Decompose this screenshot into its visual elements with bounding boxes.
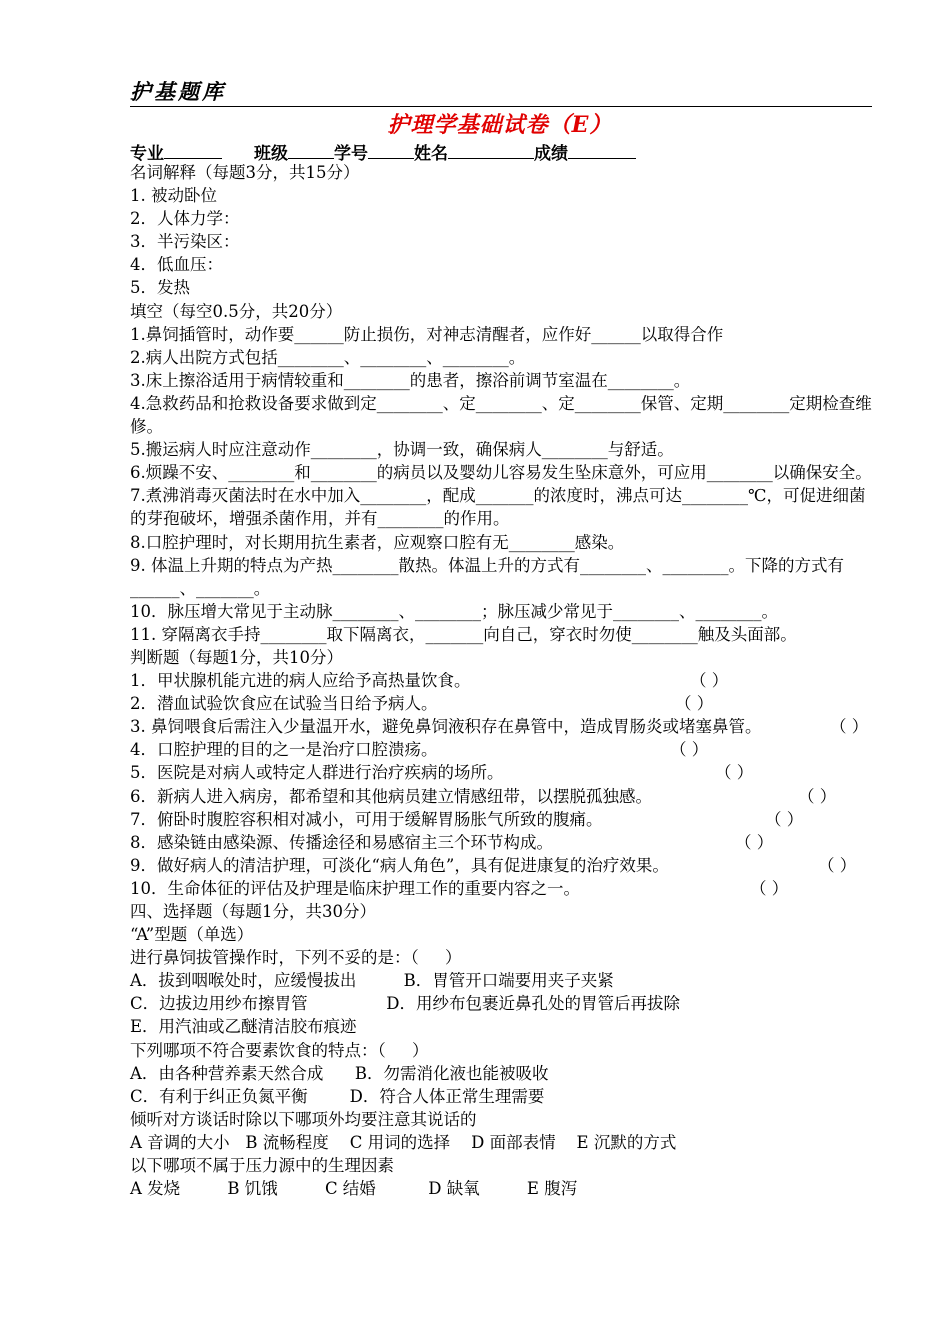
tf-question-text: 6．新病人进入病房，都希望和其他病员建立情感纽带，以摆脱孤独感。 xyxy=(130,786,652,806)
fill-item: 3.床上擦浴适用于病情较重和________的患者，擦浴前调节室温在________。 xyxy=(130,370,691,390)
score-blank[interactable] xyxy=(568,142,636,159)
tf-section-title: 判断题（每题1分，共10分） xyxy=(130,647,343,667)
choice-line: A 发烧 B 饥饿 C 结婚 D 缺氧 E 腹泻 xyxy=(130,1179,578,1199)
tf-answer-parens[interactable]: （ ） xyxy=(765,809,804,829)
tf-item xyxy=(130,808,874,831)
tf-item xyxy=(130,877,874,900)
tf-question-text: 7．俯卧时腹腔容积相对减小，可用于缓解胃肠胀气所致的腹痛。 xyxy=(130,809,603,829)
tf-item xyxy=(130,692,874,715)
term-item: 4．低血压： xyxy=(130,255,223,275)
exam-title: 护理学基础试卷（E） xyxy=(387,112,613,138)
class-label: 班级 xyxy=(254,144,288,164)
choice-line: A．拔到咽喉处时，应缓慢拔出 B．胃管开口端要用夹子夹紧 xyxy=(130,971,614,991)
choice-list xyxy=(130,946,874,1200)
term-item: 1. 被动卧位 xyxy=(130,186,217,206)
choice-line: 进行鼻饲拔管操作时，下列不妥的是：（ ） xyxy=(130,948,462,968)
choice-line: 以下哪项不属于压力源中的生理因素 xyxy=(130,1156,394,1176)
fill-section-title: 填空（每空0.5分，共20分） xyxy=(130,301,343,321)
choice-line: 倾听对方谈话时除以下哪项外均要注意其说话的 xyxy=(130,1109,477,1129)
class-blank[interactable] xyxy=(288,142,334,159)
tf-question-text: 2．潜血试验饮食应在试验当日给予病人。 xyxy=(130,694,438,714)
tf-answer-parens[interactable]: （ ） xyxy=(735,832,774,852)
tf-question-text: 8．感染链由感染源、传播途径和易感宿主三个环节构成。 xyxy=(130,832,553,852)
tf-item xyxy=(130,669,874,692)
exam-content xyxy=(130,161,874,1200)
score-label: 成绩 xyxy=(534,144,568,164)
choice-line: C．有利于纠正负氮平衡 D．符合人体正常生理需要 xyxy=(130,1086,545,1106)
student-no-blank[interactable] xyxy=(368,142,414,159)
term-item: 3．半污染区： xyxy=(130,232,240,252)
tf-item xyxy=(130,761,874,784)
name-blank[interactable] xyxy=(448,142,534,159)
choice-section-title: 四、选择题（每题1分，共30分） xyxy=(130,902,376,921)
major-label: 专业 xyxy=(130,144,164,164)
fill-item: 8.口腔护理时，对长期用抗生素者，应观察口腔有无________感染。 xyxy=(130,532,625,552)
choice-subtitle: “A”型题（单选） xyxy=(130,925,254,945)
terms-section-title: 名词解释（每题3分，共15分） xyxy=(130,163,360,182)
tf-question-text: 5．医院是对病人或特定人群进行治疗疾病的场所。 xyxy=(130,763,504,783)
tf-question-text: 3. 鼻饲喂食后需注入少量温开水，避免鼻饲液积存在鼻管中，造成胃肠炎或堵塞鼻管。 xyxy=(130,717,762,737)
name-label: 姓名 xyxy=(414,144,448,164)
tf-question-text: 9．做好病人的清洁护理，可淡化“病人角色”，具有促进康复的治疗效果。 xyxy=(130,855,669,875)
tf-answer-parens[interactable]: （ ） xyxy=(670,740,709,760)
tf-answer-parens[interactable]: （ ） xyxy=(818,855,857,875)
tf-item xyxy=(130,738,874,761)
tf-item xyxy=(130,854,874,877)
fill-item: 1.鼻饲插管时，动作要______防止损伤，对神志清醒者，应作好______以取得合作 xyxy=(130,324,724,344)
choice-line: A 音调的大小 B 流畅程度 C 用词的选择 D 面部表情 E 沉默的方式 xyxy=(130,1132,677,1152)
major-blank[interactable] xyxy=(164,142,222,159)
fill-item: 2.病人出院方式包括________、________、________。 xyxy=(130,347,526,367)
tf-answer-parens[interactable]: （ ） xyxy=(750,878,789,898)
fill-item: 11. 穿隔离衣手持________取下隔离衣，_______向自己，穿衣时勿使________触及头面部。 xyxy=(130,624,797,644)
choice-line: C．边拔边用纱布擦胃管 D．用纱布包裹近鼻孔处的胃管后再拔除 xyxy=(130,994,681,1014)
question-bank-title: 护基题库 xyxy=(130,79,226,104)
tf-answer-parens[interactable]: （ ） xyxy=(798,786,837,806)
tf-answer-parens[interactable]: （ ） xyxy=(690,671,729,691)
tf-item xyxy=(130,785,874,808)
tf-answer-parens[interactable]: （ ） xyxy=(830,717,869,737)
choice-line: E．用汽油或乙醚清洁胶布痕迹 xyxy=(130,1017,357,1037)
tf-answer-parens[interactable]: （ ） xyxy=(675,694,714,714)
fill-item: 9. 体温上升期的特点为产热________散热。体温上升的方式有________、________。下降的方式有______、_______。 xyxy=(130,555,844,598)
fill-item: 6.烦躁不安、________和________的病员以及婴幼儿容易发生坠床意外，可应用________以确保安全。 xyxy=(130,463,872,483)
tf-list xyxy=(130,669,874,900)
tf-item xyxy=(130,831,874,854)
term-item: 2．人体力学： xyxy=(130,209,240,229)
tf-answer-parens[interactable]: （ ） xyxy=(715,763,754,783)
fill-item: 10．脉压增大常见于主动脉________、________；脉压减少常见于________、________。 xyxy=(130,601,778,621)
header-divider xyxy=(130,106,872,107)
choice-line: 下列哪项不符合要素饮食的特点：（ ） xyxy=(130,1040,429,1060)
tf-item xyxy=(130,715,874,738)
tf-question-text: 4．口腔护理的目的之一是治疗口腔溃疡。 xyxy=(130,740,438,760)
choice-line: A．由各种营养素天然合成 B．勿需消化液也能被吸收 xyxy=(130,1063,549,1083)
tf-question-text: 10．生命体征的评估及护理是临床护理工作的重要内容之一。 xyxy=(130,878,580,898)
tf-question-text: 1．甲状腺机能亢进的病人应给予高热量饮食。 xyxy=(130,671,471,691)
student-no-label: 学号 xyxy=(334,144,368,164)
fill-item: 4.急救药品和抢救设备要求做到定________、定________、定________保管、定期________定期检查维修。 xyxy=(130,393,872,437)
fill-item: 7.煮沸消毒灭菌法时在水中加入________，配成_______的浓度时，沸点可达________℃，可促进细菌的芽孢破坏，增强杀菌作用，并有________的作用。 xyxy=(130,486,866,529)
term-item: 5．发热 xyxy=(130,278,190,298)
fill-item: 5.搬运病人时应注意动作________，协调一致，确保病人________与舒适。 xyxy=(130,440,674,460)
